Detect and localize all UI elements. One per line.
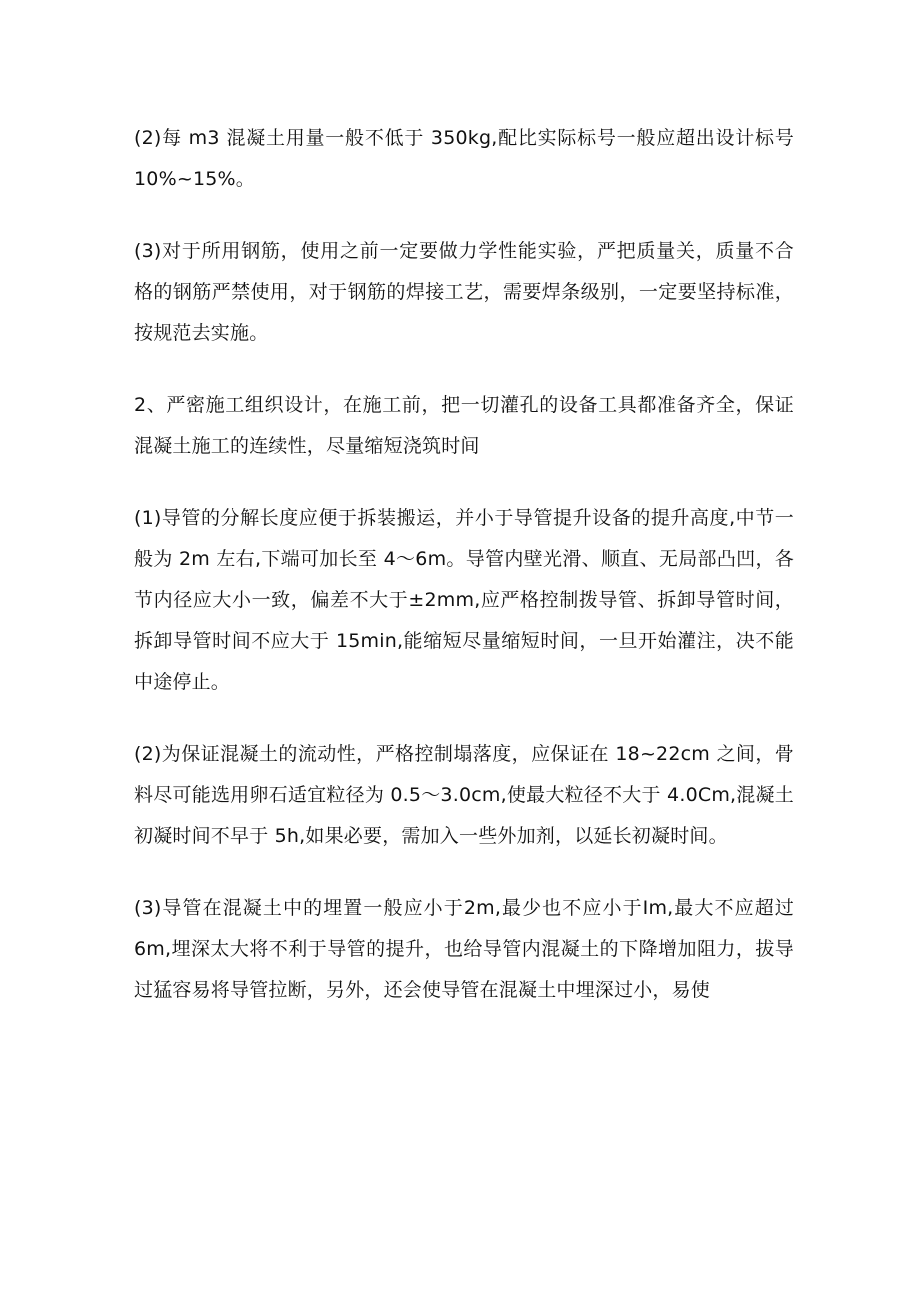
paragraph-construction-design: 2、严密施工组织设计，在施工前，把一切灌孔的设备工具都准备齐全，保证混凝土施工的连续性，尽量缩短浇筑时间 <box>134 394 794 457</box>
paragraph-rebar-quality: (3)对于所用钢筋，使用之前一定要做力学性能实验，严把质量关，质量不合格的钢筋严禁使用，对于钢筋的焊接工艺，需要焊条级别，一定要坚持标准，按规范去实施。 <box>134 240 794 344</box>
paragraph-concrete-mix: (2)每 m3 混凝土用量一般不低于 350kg,配比实际标号一般应超出设计标号 10%~15%。 <box>134 127 794 190</box>
paragraph-concrete-fluidity: (2)为保证混凝土的流动性，严格控制塌落度，应保证在 18~22cm 之间，骨料尽可能选用卵石适宜粒径为 0.5～3.0cm,使最大粒径不大于 4.0Cm,混凝土初凝时间不早于 5h,如果必要，需加入一些外加剂，以延长初凝时间。 <box>134 743 794 847</box>
paragraph-conduit-embedding: (3)导管在混凝土中的埋置一般应小于2m,最少也不应小于Im,最大不应超过 6m,埋深太大将不利于导管的提升，也给导管内混凝土的下降增加阻力，拔导过猛容易将导管拉断，另外，还会使导管在混凝土中埋深过小，易使 <box>134 897 794 1001</box>
paragraph-conduit-length: (1)导管的分解长度应便于拆装搬运，并小于导管提升设备的提升高度,中节一般为 2m 左右,下端可加长至 4～6m。导管内壁光滑、顺直、无局部凸凹，各节内径应大小一致，偏差不大于±2mm,应严格控制拨导管、拆卸导管时间，拆卸导管时间不应大于 15min,能缩短尽量缩短时间，一旦开始灌注，决不能中途停止。 <box>134 507 794 693</box>
document-body <box>134 118 794 1011</box>
